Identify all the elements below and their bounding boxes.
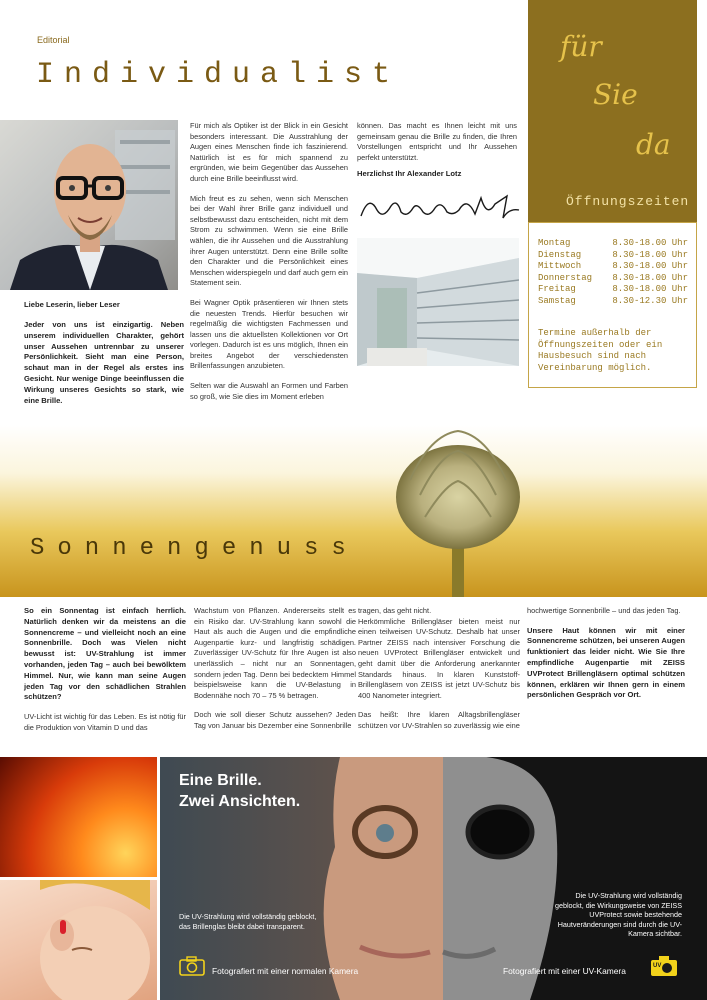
sidebar-header-band xyxy=(528,0,697,222)
store-interior-photo xyxy=(357,238,519,366)
portrait-photo xyxy=(0,120,178,290)
hours-time: 8.30-18.00 Uhr xyxy=(612,284,688,295)
hours-row xyxy=(538,273,688,285)
hours-day: Mittwoch xyxy=(538,261,582,272)
sunscreen-child-photo xyxy=(0,880,157,1000)
sidebar-word: da xyxy=(636,128,671,161)
section-kicker: Editorial xyxy=(37,35,70,45)
hours-row xyxy=(538,238,688,250)
paragraph: UV-Licht ist wichtig für das Leben. Es ist nötig für die Produktion von Vitamin D und das xyxy=(24,712,186,732)
article-closing: Unsere Haut können wir mit einer Sonnencreme schützen, bei unseren Augen funktioniert das leider nicht. Wie Sie Ihre empfindliche Augenpartie mit ZEISS UVProtect Brillengläsern optimal schützen können, erklären wir Ihnen gern in einem persönlichen Gespräch vor Ort. xyxy=(527,625,685,700)
article-column-2 xyxy=(194,606,356,741)
portrait-illustration xyxy=(0,120,178,290)
article-headline: Sonnengenuss xyxy=(30,535,359,562)
paragraph: Wachstum von Pflanzen. Andererseits stellt es ein Risiko dar. UV-Strahlung kann sowohl die Haut als auch die Augen und die empfindliche Augenpartie kurz- und langfristig schädigen. Zuverlässiger UV-Schutz für Ihre Augen ist also unerlässlich – nicht nur an Sonnentagen, sondern jeden Tag. Denn bei bedecktem Himmel beispielsweise kann die UV-Belastung in Bodennähe noch 70 – 75 % betragen. xyxy=(194,606,356,700)
paragraph: hochwertige Sonnenbrille – und das jeden Tag. xyxy=(527,606,681,615)
camera-icon xyxy=(179,956,205,976)
paragraph: Doch wie soll dieser Schutz aussehen? Jeden Tag von Januar bis Dezember eine Sonnenbrille xyxy=(194,710,356,730)
sunlight-banner-image xyxy=(0,425,707,597)
hours-time: 8.30-12.30 Uhr xyxy=(612,295,688,306)
signoff: Herzlichst Ihr Alexander Lotz xyxy=(357,169,462,178)
normal-camera-caption: Die UV-Strahlung wird vollständig geblockt, das Brillenglas bleibt dabei transparent. xyxy=(179,912,317,931)
paragraph: Selten war die Auswahl an Formen und Farben so groß, wie Sie dies im Moment erleben xyxy=(190,381,348,401)
appointment-note: Termine außerhalb der Öffnungszeiten oder ein Hausbesuch sind nach Vereinbarung möglich. xyxy=(538,328,663,373)
paragraph: Mich freut es zu sehen, wenn sich Menschen bei der Wahl ihrer Brille ganz individuell und selbstbewusst dazu entscheiden, nicht mit dem Strom zu schwimmen. Wenn sie eine Brille wählen, die ihr Aussehen und die Ausstrahlung ihrer Augen unterstützt. Denn eine Brille sollte den Charakter und die Persönlichkeit eines Menschen widerspiegeln und darf auch gern ein Statement sein. xyxy=(190,193,348,288)
hours-day: Samstag xyxy=(538,295,576,306)
hours-day: Freitag xyxy=(538,284,576,295)
editorial-headline: Individualist xyxy=(36,58,401,92)
editorial-lead: Jeder von uns ist einzigartig. Neben unserem individuellen Charakter, gehört unser Aussehen untrennbar zu unserer Persönlichkeit. Sieht man eine Person, schaut man in der Regel als erstes ins Gesicht. Nur wenige Dinge beeinflussen die Wirkung unseres Gesichts so stark, wie eine Brille. xyxy=(24,320,184,405)
uv-camera-caption: Die UV-Strahlung wird vollständig geblockt, die Wirkungsweise von ZEISS UVProtect sowie bestehende Hautveränderungen sind durch die UV-Kamera sichtbar. xyxy=(554,891,682,939)
uv-camera-label: Fotografiert mit einer UV-Kamera xyxy=(503,966,626,976)
handwritten-signature xyxy=(357,188,522,226)
hours-time: 8.30-18.00 Uhr xyxy=(612,272,688,283)
sidebar-word: Sie xyxy=(593,78,638,111)
article-column-4 xyxy=(527,606,685,710)
hours-row xyxy=(538,261,688,273)
greeting: Liebe Leserin, lieber Leser xyxy=(24,300,120,309)
paragraph: Für mich als Optiker ist der Blick in ein Gesicht besonders interessant. Die Ausstrahlung der Augen eines Menschen finde ich faszinierend. Natürlich ist es für mich spannend zu ergründen, wie beim Gegenüber das Aussehen durch eine Brille beeinflusst wird. xyxy=(190,121,348,183)
hours-time: 8.30-18.00 Uhr xyxy=(612,249,688,260)
sun-photo xyxy=(0,757,157,877)
article-lead: So ein Sonnentag ist einfach herrlich. Natürlich denken wir da meistens an die Sonnencreme – und vielleicht noch an eine Sonnenbrille. Doch was Vielen nicht bewusst ist: UV-Strahlung ist immer vorhanden, jeden Tag – auch bei bewölktem Himmel. Nur, wie kann man seine Augen jeden Tag vor den schädlichen Strahlen schützen? xyxy=(24,606,186,702)
hours-day: Dienstag xyxy=(538,249,582,260)
normal-camera-label: Fotografiert mit einer normalen Kamera xyxy=(212,966,359,976)
hours-day: Donnerstag xyxy=(538,272,593,283)
ad-title-line: Eine Brille. xyxy=(179,772,262,789)
paragraph: tragen, das geht nicht. xyxy=(358,606,432,615)
hours-row xyxy=(538,284,688,296)
paragraph: können. Das macht es Ihnen leicht mit uns gemeinsam genau die Brille zu finden, die Ihren Vorstellungen entspricht und Ihr Aussehen perfekt unterstützt. xyxy=(357,121,517,162)
paragraph: Das heißt: Ihre klaren Alltagsbrillengläser schützen vor UV-Strahlen so zuverlässig wie eine xyxy=(358,710,520,730)
hours-row xyxy=(538,250,688,262)
paragraph: Bei Wagner Optik präsentieren wir Ihnen stets die neuesten Trends. Hierfür besuchen wir regelmäßig die wichtigsten Fachmessen und lassen uns die aktuellsten Kollektionen vor Ort vorlegen. Dadurch ist es uns möglich, Ihnen ein breites Angebot der verschiedensten Brillenfassungen anzubieten. xyxy=(190,297,348,371)
hours-time: 8.30-18.00 Uhr xyxy=(612,261,688,272)
sidebar-word: für xyxy=(560,30,602,63)
hours-time: 8.30-18.00 Uhr xyxy=(612,238,688,248)
uv-camera-icon xyxy=(650,955,678,977)
opening-hours-table xyxy=(538,238,688,308)
uv-badge-text: UV xyxy=(653,963,662,969)
opening-hours-title: Öffnungszeiten xyxy=(566,194,690,209)
article-column-1 xyxy=(24,606,186,742)
paragraph: Herkömmliche Brillengläser bieten meist nur einen teilweisen UV-Schutz. Deshalb hat unser Partner ZEISS nach intensiver Forschung die neuen UVProtect Brillengläser entwickelt und geht damit über die Anforderung anerkannter Standards hinaus. In klaren Kunststoff-Brillengläsern von ZEISS ist jetzt UV-Schutz bis 400 Nanometer integriert. xyxy=(358,616,520,700)
editorial-column-2 xyxy=(190,121,348,411)
ad-title-line: Zwei Ansichten. xyxy=(179,793,301,810)
hours-row xyxy=(538,296,688,308)
article-column-3 xyxy=(358,606,520,741)
hours-day: Montag xyxy=(538,238,571,248)
editorial-column-3 xyxy=(357,121,517,172)
ad-title xyxy=(179,770,300,812)
